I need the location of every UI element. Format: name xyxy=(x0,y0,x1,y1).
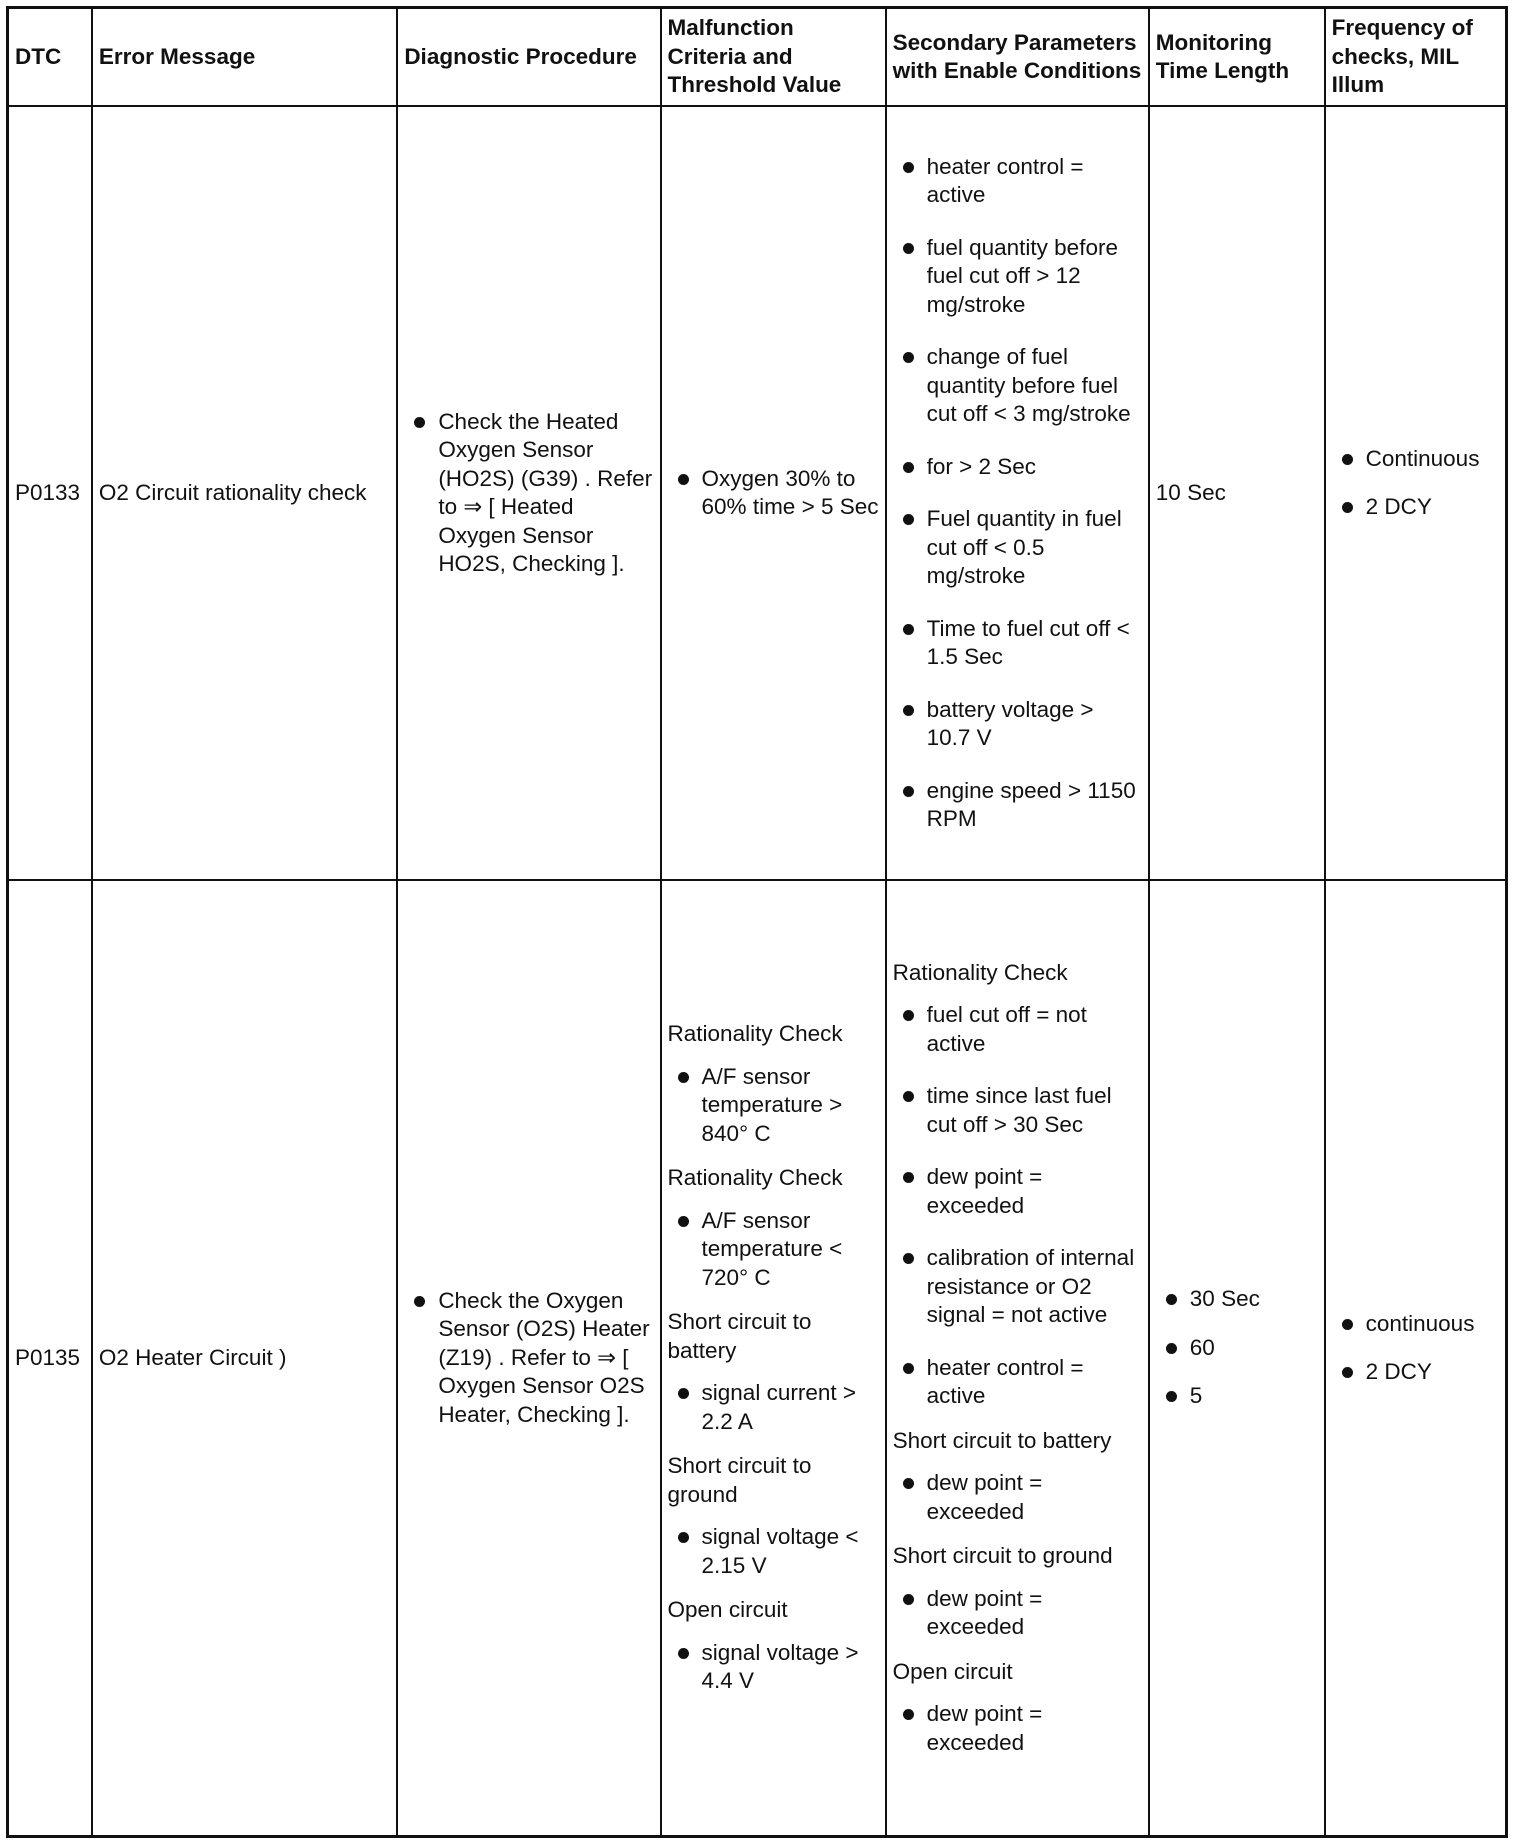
bullet-icon xyxy=(1166,1294,1177,1305)
frequency xyxy=(1325,880,1507,1837)
criteria-group xyxy=(668,1164,879,1292)
list-item: dew point = exceeded xyxy=(893,1163,1142,1220)
group-label: Short circuit to ground xyxy=(892,1543,1113,1569)
table-row xyxy=(8,106,1507,880)
bullet-icon xyxy=(903,352,914,363)
bullet-icon xyxy=(678,1648,689,1659)
list-item: time since last fuel cut off > 30 Sec xyxy=(893,1082,1142,1139)
header-malfunction-criteria: Malfunction Criteria and Threshold Value xyxy=(661,8,886,107)
diagnostic-procedure xyxy=(397,880,660,1837)
list-item: change of fuel quantity before fuel cut off < 3 mg/stroke xyxy=(893,343,1142,429)
bullet-icon xyxy=(1166,1343,1177,1354)
dtc-table xyxy=(6,6,1508,1838)
bullet-icon xyxy=(903,705,914,716)
secondary-parameters xyxy=(886,106,1149,880)
list-item: 30 Sec xyxy=(1156,1285,1318,1314)
parameter-group xyxy=(893,1427,1142,1527)
bullet-icon xyxy=(1342,502,1353,513)
list-item: dew point = exceeded xyxy=(893,1469,1142,1526)
bullet-icon xyxy=(903,514,914,525)
bullet-icon xyxy=(903,1253,914,1264)
header-diagnostic-procedure: Diagnostic Procedure xyxy=(397,8,660,107)
bullet-icon xyxy=(903,1478,914,1489)
group-label: Rationality Check xyxy=(667,1021,843,1047)
bullet-icon xyxy=(903,1709,914,1720)
bullet-icon xyxy=(1166,1391,1177,1402)
group-label: Rationality Check xyxy=(667,1165,843,1191)
bullet-icon xyxy=(903,786,914,797)
list-item: fuel quantity before fuel cut off > 12 mg/stroke xyxy=(893,234,1142,320)
table-row xyxy=(8,880,1507,1837)
frequency xyxy=(1325,106,1507,880)
bullet-icon xyxy=(903,1363,914,1374)
dtc-code: P0135 xyxy=(8,880,92,1837)
list-item: 5 xyxy=(1156,1382,1318,1411)
secondary-parameters xyxy=(886,880,1149,1837)
group-label: Open circuit xyxy=(892,1658,1013,1684)
monitoring-time: 10 Sec xyxy=(1149,106,1325,880)
dtc-code: P0133 xyxy=(8,106,92,880)
group-label: Open circuit xyxy=(667,1597,788,1623)
list-item: engine speed > 1150 RPM xyxy=(893,777,1142,834)
list-item: battery voltage > 10.7 V xyxy=(893,696,1142,753)
list-item: Oxygen 30% to 60% time > 5 Sec xyxy=(668,465,879,522)
error-message: O2 Heater Circuit ) xyxy=(92,880,397,1837)
list-item: Check the Heated Oxygen Sensor (HO2S) (G39) . Refer to ⇒ [ Heated Oxygen Sensor HO2S, Checking ]. xyxy=(404,408,653,579)
list-item: for > 2 Sec xyxy=(893,453,1142,482)
list-item: heater control = active xyxy=(893,153,1142,210)
malfunction-criteria xyxy=(661,880,886,1837)
header-error-message: Error Message xyxy=(92,8,397,107)
list-item: heater control = active xyxy=(893,1354,1142,1411)
group-label: Short circuit to ground xyxy=(667,1453,812,1507)
bullet-icon xyxy=(1342,1367,1353,1378)
list-item: dew point = exceeded xyxy=(893,1700,1142,1757)
bullet-icon xyxy=(903,1172,914,1183)
list-item: 60 xyxy=(1156,1334,1318,1363)
list-item: 2 DCY xyxy=(1332,493,1499,522)
bullet-icon xyxy=(903,162,914,173)
bullet-icon xyxy=(903,624,914,635)
bullet-icon xyxy=(1342,1319,1353,1330)
list-item: A/F sensor temperature < 720° C xyxy=(668,1207,879,1293)
group-label: Rationality Check xyxy=(892,959,1068,985)
bullet-icon xyxy=(678,1072,689,1083)
header-monitoring-time: Monitoring Time Length xyxy=(1149,8,1325,107)
list-item: signal current > 2.2 A xyxy=(668,1379,879,1436)
list-item: Time to fuel cut off < 1.5 Sec xyxy=(893,615,1142,672)
list-item: Continuous xyxy=(1332,445,1499,474)
bullet-icon xyxy=(414,417,425,428)
bullet-icon xyxy=(414,1296,425,1307)
list-item: Fuel quantity in fuel cut off < 0.5 mg/stroke xyxy=(893,505,1142,591)
list-item: calibration of internal resistance or O2 signal = not active xyxy=(893,1244,1142,1330)
criteria-group xyxy=(668,1020,879,1148)
header-secondary-parameters: Secondary Parameters with Enable Conditions xyxy=(886,8,1149,107)
parameter-group xyxy=(893,1542,1142,1642)
list-item: signal voltage > 4.4 V xyxy=(668,1639,879,1696)
bullet-icon xyxy=(678,474,689,485)
monitoring-time xyxy=(1149,880,1325,1837)
bullet-icon xyxy=(678,1216,689,1227)
list-item: Check the Oxygen Sensor (O2S) Heater (Z19) . Refer to ⇒ [ Oxygen Sensor O2S Heater, Checking ]. xyxy=(404,1287,653,1430)
bullet-icon xyxy=(1342,454,1353,465)
list-item: signal voltage < 2.15 V xyxy=(668,1523,879,1580)
error-message: O2 Circuit rationality check xyxy=(92,106,397,880)
list-item: 2 DCY xyxy=(1332,1358,1499,1387)
header-row xyxy=(8,8,1507,107)
criteria-group xyxy=(668,1308,879,1436)
diagnostic-procedure xyxy=(397,106,660,880)
bullet-icon xyxy=(903,1594,914,1605)
list-item: fuel cut off = not active xyxy=(893,1001,1142,1058)
bullet-icon xyxy=(903,462,914,473)
bullet-icon xyxy=(903,243,914,254)
bullet-icon xyxy=(678,1532,689,1543)
parameter-group xyxy=(893,959,1142,1411)
list-item: continuous xyxy=(1332,1310,1499,1339)
list-item: dew point = exceeded xyxy=(893,1585,1142,1642)
bullet-icon xyxy=(678,1388,689,1399)
group-label: Short circuit to battery xyxy=(892,1427,1112,1453)
bullet-icon xyxy=(903,1091,914,1102)
malfunction-criteria xyxy=(661,106,886,880)
header-dtc: DTC xyxy=(8,8,92,107)
parameter-group xyxy=(893,1658,1142,1758)
criteria-group xyxy=(668,1596,879,1696)
list-item: A/F sensor temperature > 840° C xyxy=(668,1063,879,1149)
group-label: Short circuit to battery xyxy=(667,1309,812,1363)
criteria-group xyxy=(668,1452,879,1580)
header-frequency: Frequency of checks, MIL Illum xyxy=(1325,8,1507,107)
bullet-icon xyxy=(903,1010,914,1021)
